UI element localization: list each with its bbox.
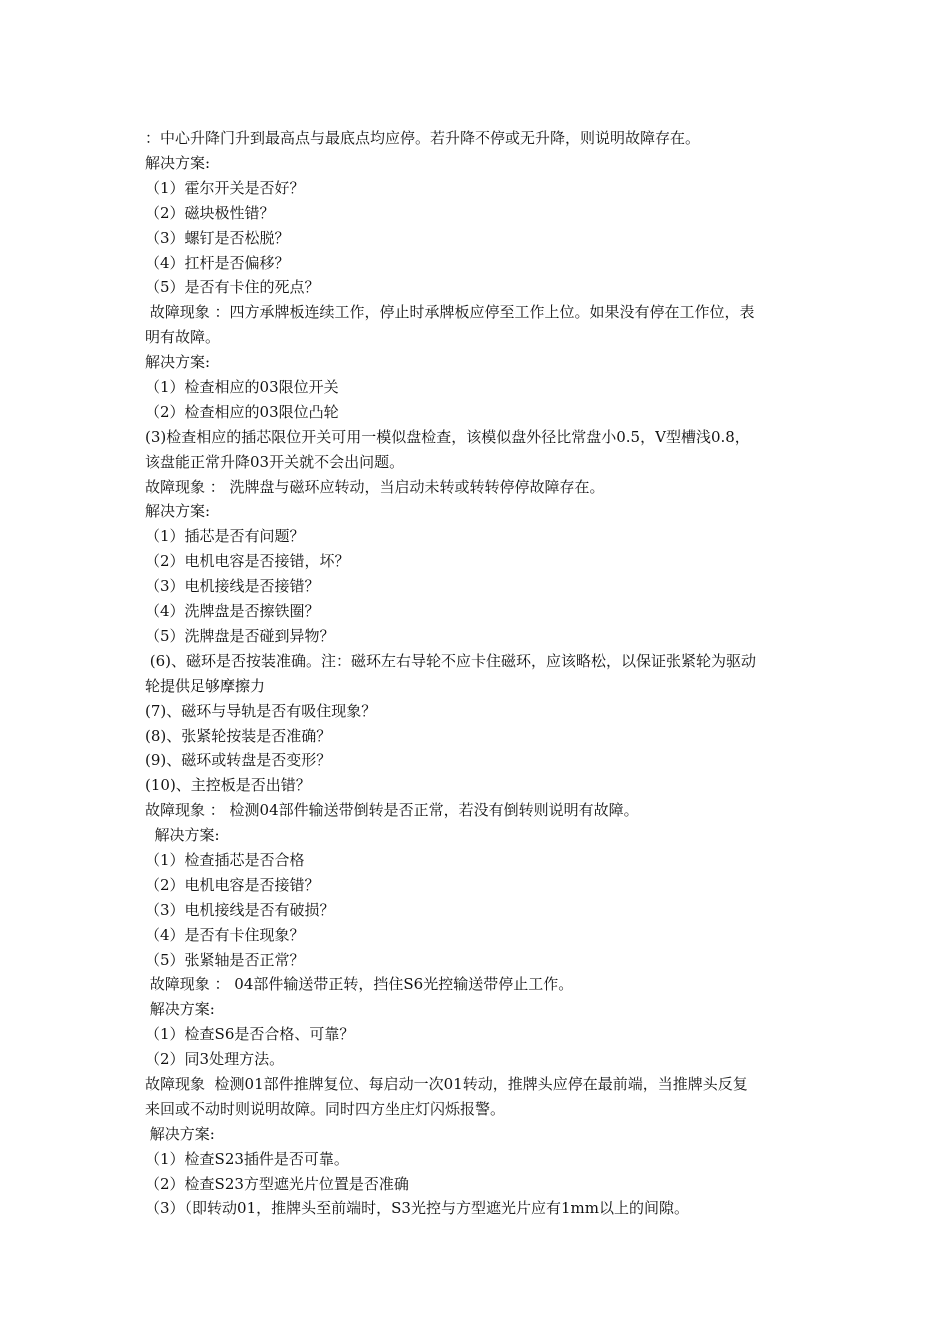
text-line: 解决方案: bbox=[145, 826, 220, 844]
text-line: （4）是否有卡住现象？ bbox=[145, 926, 305, 944]
text-line: （5）是否有卡住的死点？ bbox=[145, 278, 320, 296]
text-line: (9)、磁环或转盘是否变形？ bbox=[145, 751, 332, 769]
text-line: （1）检查S23插件是否可靠。 bbox=[145, 1150, 349, 1168]
text-line: (3)检查相应的插芯限位开关可用一模似盘检查，该模似盘外径比常盘小0.5，V型槽浅0.8， bbox=[145, 428, 750, 446]
text-line: （3）电机接线是否接错？ bbox=[145, 577, 320, 595]
text-line: 明有故障。 bbox=[145, 328, 221, 346]
text-line: 解决方案: bbox=[145, 1125, 215, 1143]
text-line: （2）同3处理方法。 bbox=[145, 1050, 285, 1068]
text-line: 故障现象 检测01部件推牌复位、每启动一次01转动，推牌头应停在最前端，当推牌头反复 bbox=[145, 1075, 748, 1093]
text-line: 故障现象 ： 检测04部件输送带倒转是否正常，若没有倒转则说明有故障。 bbox=[145, 801, 639, 819]
text-line: （2）电机电容是否接错？ bbox=[145, 876, 320, 894]
text-line: （2）电机电容是否接错，坏？ bbox=[145, 552, 350, 570]
text-line: 故障现象 ： 04部件输送带正转，挡住S6光控输送带停止工作。 bbox=[145, 975, 574, 993]
text-line: （4）扛杆是否偏移？ bbox=[145, 254, 290, 272]
text-line: （3）电机接线是否有破损？ bbox=[145, 901, 335, 919]
text-line: 解决方案: bbox=[145, 1000, 215, 1018]
text-line: 轮提供足够摩擦力 bbox=[145, 677, 266, 695]
text-line: (7)、磁环与导轨是否有吸住现象？ bbox=[145, 702, 377, 720]
text-line: （1）霍尔开关是否好？ bbox=[145, 179, 305, 197]
text-line: (8)、张紧轮按装是否准确？ bbox=[145, 727, 332, 745]
text-line: （3）螺钉是否松脱？ bbox=[145, 229, 290, 247]
text-line: （1）插芯是否有问题？ bbox=[145, 527, 305, 545]
text-line: （2）磁块极性错？ bbox=[145, 204, 275, 222]
text-line: （4）洗牌盘是否擦铁圈？ bbox=[145, 602, 320, 620]
text-line: （1）检查S6是否合格、可靠？ bbox=[145, 1025, 355, 1043]
text-line: 故障现象 ：四方承牌板连续工作，停止时承牌板应停至工作上位。如果没有停在工作位，表 bbox=[145, 303, 755, 321]
text-line: 解决方案: bbox=[145, 502, 211, 520]
text-line: （3）（即转动01，推牌头至前端时，S3光控与方型遮光片应有1mm以上的间隙。 bbox=[145, 1199, 689, 1217]
text-line: （1）检查相应的03限位开关 bbox=[145, 378, 339, 396]
text-line: （5）张紧轴是否正常？ bbox=[145, 951, 305, 969]
text-line: 解决方案: bbox=[145, 154, 211, 172]
text-line: 故障现象 ： 洗牌盘与磁环应转动，当启动未转或转转停停故障存在。 bbox=[145, 478, 605, 496]
text-line: （5）洗牌盘是否碰到异物？ bbox=[145, 627, 335, 645]
text-line: ：中心升降门升到最高点与最底点均应停。若升降不停或无升降，则说明故障存在。 bbox=[145, 129, 701, 147]
text-line: （2）检查S23方型遮光片位置是否准确 bbox=[145, 1175, 409, 1193]
text-line: （1）检查插芯是否合格 bbox=[145, 851, 305, 869]
text-line: 该盘能正常升降03开关就不会出问题。 bbox=[145, 453, 405, 471]
text-line: 解决方案: bbox=[145, 353, 211, 371]
text-line: (6)、磁环是否按装准确。注：磁环左右导轮不应卡住磁环，应该略松，以保证张紧轮为驱动 bbox=[145, 652, 757, 670]
text-line: （2）检查相应的03限位凸轮 bbox=[145, 403, 339, 421]
text-line: (10)、主控板是否出错？ bbox=[145, 776, 311, 794]
text-line: 来回或不动时则说明故障。同时四方坐庄灯闪烁报警。 bbox=[145, 1100, 506, 1118]
